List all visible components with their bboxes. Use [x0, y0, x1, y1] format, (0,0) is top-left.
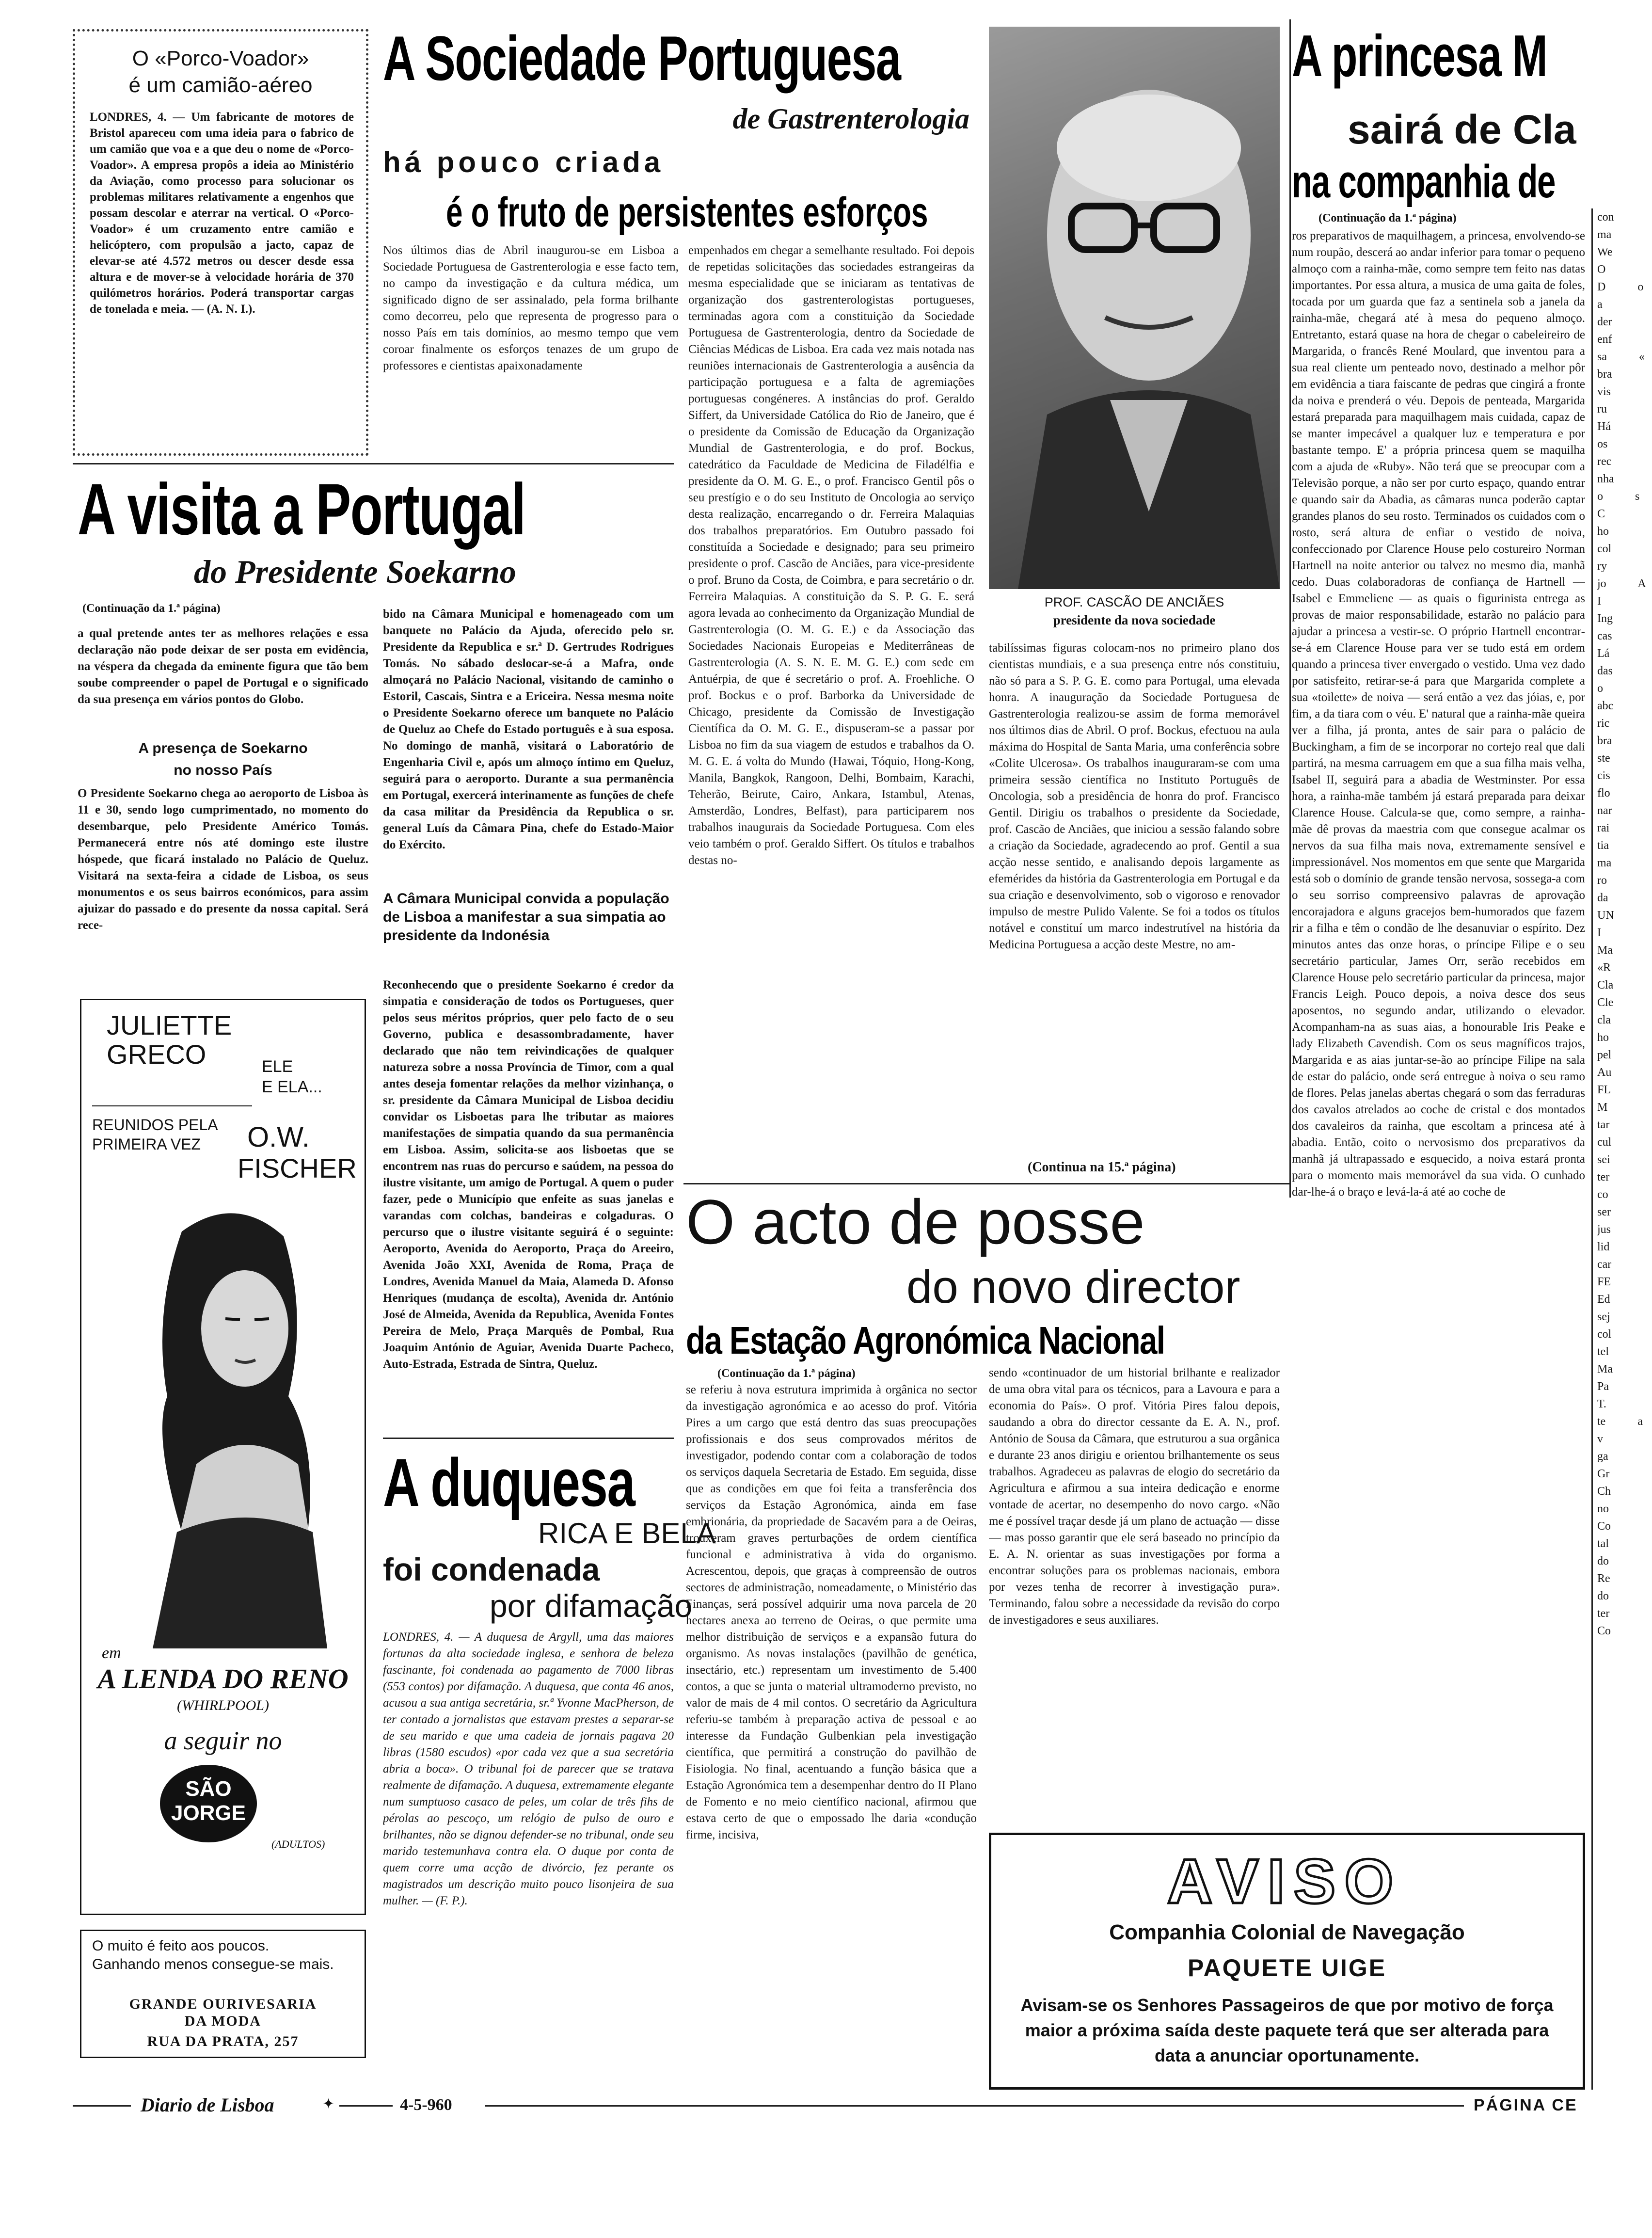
duquesa-title: A duquesa	[383, 1444, 635, 1520]
acto-title-1: O acto de posse	[686, 1186, 1145, 1257]
princesa-title-3: na companhia de	[1292, 156, 1556, 208]
princesa-body: ros preparativos de maquilhagem, a princesa, envolvendo-se num roupão, descerá ao andar inferior para tomar o pequeno almoço com a rainha-mãe, como sempre tem feito nas datas importantes. Por essa altura, a musica de uma gaita de foles, tocada por um guarda que faz a sentinela sob a janela da rainha-mãe, chegará até à mesa do pequeno almoço. Entretanto, estará quase na hora de chegar o cabeleireiro de Margarida, o francês René Moulard, que inventou para a sua real cliente um penteado novo, destinado a melhor pôr em evidência a tiara faiscante de pedras que cingirá a fronte da noiva e prenderá o véu. Depois de penteada, Margarida estará preparada para maquilhagem mais cuidada, capaz de se manter impecável a qualquer luz e temperatura e por bastante tempo. E' a própria princesa quem se maquilha com a ajuda de «Ruby». Não terá que se preocupar com a Televisão porque, a não ser por curto espaço, quando entrar e quando sair da Abadia, as câmaras nunca poderão captar grandes planos do seu rosto. Terminados os cuidados com o rosto, será altura de enfiar o vestido de noiva, confeccionado por Clarence House pelo costureiro Norman Hartnell na noite anterior ou talvez no mesmo dia, manhã cedo. Duas colaboradoras de confiança de Hartnell — Isabel e Emmeliene — as quais o figurinista entrega as provas de maior responsabilidade, estarão no palácio para ajudar a princesa a vestir-se. O próprio Hartnell encontrar-se-á em Clarence House para ver se tudo está em ordem quando a princesa tiver envergado o vestido. Uma vez dado por satisfeito, retirar-se-á para que Margarida complete a sua «toilette» de noiva — será então a vez das jóias, e, por fim, a da tiara com o véu. E' natural que a rainha-mãe queira ver a filha, já pronta, antes de sair para o palácio de Buckingham, a fim de se incorporar no cortejo real que dali partirá, na mesma carruagem em que a sua filha mais velha, Isabel II, seguirá para a abadia de Westminster. Por essa hora, a rainha-mãe também já estará preparada para deixar Clarence House. Calcula-se que, como sempre, a rainha-mãe dê provas da maestria com que consegue acalmar os nervos da sua filha mais nova, extremamente sensível e impressionável. Nos momentos em que sente que Margarida está sob o domínio de grande tensão nervosa, sossega-a com o seu sorriso compreensivo palavras de aprovação encorajadora e alguns gracejos bem-humorados que fazem rir a filha e têm o condão de lhe desanuviar o espírito. Dez minutos antes das onze horas, o príncipe Filipe e o seu secretário particular, James Orr, serão recebidos em Clarence House pelo secretário particular da princesa, major Francis Leigh. Pouco depois, a noiva desce dos seus aposentos, no segundo andar, utilizando o elevador. Acompanham-na as suas aias, a honourable Iris Peake e lady Elizabeth Cavendish. Com os seus magníficos trajos, Margarida e as aias juntar-se-ão ao príncipe Filipe na sala de estar do palácio, onde será entregue à noiva o seu ramo de flores. Pelas janelas abertas chegará o som das ferraduras dos cavalos atrelados ao coche de cristal e dos montados dos cavaleiros da rainha, que escoltam a princesa até à abadia. Então, coito o nervosismo dos preparativos da manhã já ultrapassado e esquecido, a noiva estará pronta para o momento mais memorável da sua vida. O cunhado dar-lhe-á o braço e levá-la-á até ao coche de	[1292, 229, 1585, 1199]
sociedade-sub-3: é o fruto de persistentes esforços	[446, 189, 928, 236]
duquesa-sub-3: por difamação	[490, 1588, 693, 1624]
footer-paper: Diario de Lisboa	[141, 2094, 274, 2116]
aviso-company: Companhia Colonial de Navegação	[1109, 1920, 1465, 1944]
portrait-photo	[989, 27, 1280, 589]
ad-reunidos: REUNIDOS PELA PRIMEIRA VEZ	[92, 1116, 217, 1153]
acto-cont: (Continuação da 1.ª página)	[717, 1367, 856, 1380]
visita-cont: (Continuação da 1.ª página)	[82, 602, 221, 615]
sociedade-sub-2: há pouco criada	[383, 146, 665, 178]
aviso-title: AVISO	[1167, 1846, 1402, 1917]
sociedade-col-3: tabilíssimas figuras colocam-nos no primeiro plano dos cientistas mundiais, e a sua presença entre nós constituiu, não só para a S. P. G. E. como para Portugal, uma elevada honra. A inauguração da Sociedade Portuguesa de Gastrenterologia realizou-se assim de forma memorável nos últimos dias de Abril. O prof. Bockus, efectuou na aula máxima do Hospital de Santa Maria, uma conferência sobre «Colite Ulcerosa». Os trabalhos inauguraram-se com uma primeira sessão científica no Instituto Português de Oncologia, sob a presidência de honra do prof. Francisco Gentil. Dirigiu os trabalhos o presidente da Sociedade, prof. Cascão de Anciães, que iniciou a sessão falando sobre a criação da Sociedade, agradecendo ao prof. Gentil a sua acção nesse sentido, e analisando depois largamente as efemérides da história da Gastrenterologia em Portugal e da sua criação e desenvolvimento, sob o vigoroso e renovador impulso de mestre Pulido Valente. Se foi a todos os títulos notável e constituí um marco indestrutível na história da Medicina Portuguesa a acção deste Mestre, no am-	[989, 641, 1280, 951]
visita-col-2b: Reconhecendo que o presidente Soekarno é credor da simpatia e consideração de todos os Portugueses, quer pelos seus méritos próprios, quer pelo facto de o seu Governo, publica e desassombradamente, haver declarado que não tem reivindicações de qualquer natureza sobre a nossa Província de Timor, com a qual antes deseja fomentar relações da melhor vizinhança, o sr. presidente da Câmara Municipal de Lisboa decidiu convidar os Lisboetas para lhe tributar as maiores manifestações de simpatia quando da sua permanência em Lisboa. Assim, solicita-se aos lisboetas que se encontrem nas ruas do percurso e saúdem, na pessoa do ilustre visitante, um amigo de Portugal. A quem o puder fazer, pede o Município que enfeite as suas janelas e varandas com colchas, bandeiras e colgaduras. O percurso que o ilustre visitante seguirá é o seguinte: Aeroporto, Avenida do Aeroporto, Praça do Areeiro, Avenida João XXI, Avenida de Roma, Praça de Londres, Avenida Manuel da Maia, Alameda D. Afonso Henriques (mudança de escolta), Avenida dr. António José de Almeida, Avenida da Republica, Avenida Fontes Pereira de Melo, Praça Marquês de Pombal, Rua Joaquim António de Aguiar, Avenida Duarte Pacheco, Auto-Estrada, Estrada de Sintra, Queluz.	[383, 978, 674, 1371]
ad-our-name2: DA MODA	[184, 2013, 262, 2029]
porco-title-1: O «Porco-Voador»	[132, 47, 309, 70]
ad-adultos: (ADULTOS)	[271, 1838, 325, 1850]
ad-film: A LENDA DO RENO	[97, 1663, 349, 1694]
footer-date: 4-5-960	[400, 2096, 452, 2114]
visita-head-1b: no nosso País	[174, 762, 272, 778]
porco-body: LONDRES, 4. — Um fabricante de motores de Bristol apareceu com uma ideia para o fabrico de um camião que voa e a que deu o nome de «Porco-Voador». A empresa propôs a ideia ao Ministério da Aviação, como processo para solucionar os problemas militares relativamente a engenhos que possam descolar e aterrar na vertical. O «Porco-Voador» é um cruzamento entre camião e helicóptero, com propulsão a jacto, capaz de elevar-se até 4.572 metros ou descer desde essa altura e de mover-se à velocidade horária de 370 quilómetros horários. Poderá transportar cargas de tonelada e meia. — (A. N. I.).	[90, 111, 354, 316]
sociedade-continua: (Continua na 15.ª página)	[1028, 1160, 1176, 1175]
ad-cinema-2: JORGE	[171, 1801, 246, 1825]
ad-em: em	[102, 1644, 121, 1662]
ad-ele: ELE	[262, 1057, 293, 1076]
ad-our-addr: RUA DA PRATA, 257	[147, 2033, 299, 2049]
ad-our-line2: Ganhando menos consegue-se mais.	[92, 1956, 334, 1972]
visita-head-2: A Câmara Municipal convida a população de Lisboa a manifestar a sua simpatia ao presidente da Indonésia	[383, 891, 669, 943]
column-rule-princesa	[1289, 19, 1291, 1198]
footer-rule-left	[73, 2105, 131, 2107]
ad-fischer: FISCHER	[238, 1153, 357, 1183]
portrait-illustration	[989, 27, 1280, 589]
sociedade-sub-1: de Gastrenterologia	[732, 103, 969, 135]
princesa-title-1: A princesa M	[1292, 23, 1547, 89]
ad-divider	[92, 1105, 252, 1106]
duquesa-sub-1: RICA E BELA	[538, 1517, 716, 1550]
column-rule-edge	[1591, 208, 1593, 2090]
visita-col-2a: bido na Câmara Municipal e homenageado com um banquete no Palácio da Ajuda, oferecido pelo sr. Presidente da Republica e sr.ª D. Gertrudes Rodrigues Tomás. No sábado deslocar-se-á a Mafra, onde almoçará no Palácio Nacional, visitando de caminho o Estoril, Cascais, Sintra e a Ericeira. Nessa mesma noite o Presidente Soekarno oferece um banquete no Palácio de Queluz ao Chefe do Estado português e à sua esposa. No domingo de manhã, visitará o Laboratório de Engenharia Civil e, após um almoço íntimo em Queluz, seguirá para o aeroporto. Durante a sua permanência em Portugal, exercerá interinamente as funções de chefe da casa militar da Presidência da Republica o sr. general Luís da Câmara Pina, chefe do Estado-Maior do Exército.	[383, 607, 674, 851]
visita-title: A visita a Portugal	[78, 468, 525, 550]
rule-duquesa-top	[383, 1438, 674, 1439]
footer-rule-mid2	[485, 2105, 1464, 2107]
acto-title-3: da Estação Agronómica Nacional	[686, 1319, 1165, 1362]
ad-name-1: JULIETTE	[107, 1010, 232, 1040]
sociedade-title: A Sociedade Portuguesa	[383, 23, 901, 94]
porco-title-2: é um camião-aéreo	[128, 73, 313, 97]
ad-our-line1: O muito é feito aos poucos.	[92, 1938, 270, 1954]
aviso-body: Avisam-se os Senhores Passageiros de que por motivo de força maior a próxima saída deste paquete terá que ser alterada para data a anunciar oportunamente.	[1020, 1995, 1554, 2065]
princesa-title-2: sairá de Cla	[1348, 107, 1576, 152]
princesa-cont: (Continuação da 1.ª página)	[1318, 212, 1457, 224]
ad-ow: O.W.	[247, 1121, 310, 1153]
rule-acto-top	[683, 1183, 1289, 1184]
sociedade-col-2: empenhados em chegar a semelhante resultado. Foi depois de repetidas solicitações das sociedades estrangeiras da mesma especialidade que se iniciaram as tentativas de organização dos gastrenterologistas portugueses, terminadas agora com a constituição da Sociedade Portuguesa de Gastrenterologia, dentro da Sociedade de Ciências Médicas de Lisboa. Era cada vez mais notada nas reuniões internacionais de Gastrenterologia a ausência da participação portuguesa e a falta de agremiações portuguesas congéneres. A instâncias do prof. Geraldo Siffert, da Universidade Católica do Rio de Janeiro, que é o presidente da Comissão de Educação da Organização Mundial de Gastrenterologia, e do prof. Bockus, catedrático da Faculdade de Medicina de Filadélfia e presidente da O. M. G. E., o prof. Francisco Gentil pôs o seu prestígio e o do seu Instituto de Oncologia ao serviço desta realização, encarregando o dr. Ferreira Malaquias dos trabalhos preparatórios. Em Outubro passado foi constituída a Sociedade e designado; para seu primeiro presidente o prof. Cascão de Anciães, para vice-presidente o prof. Bruno da Costa, de Coimbra, e para secretário o dr. Ferreira Malaquias. A constituição da S. P. G. E. será agora levada ao conhecimento da Organização Mundial de Gastrenterologia (O. M. G. E.) e da Associação das Sociedades Nacionais Europeias e Mediterrâneas de Gastrenterologia (A. S. N. E. M. G. E.) com sede em Antuérpia, de que é secretário o prof. A. Froehliche. O prof. Bockus e o prof. Barborka da Universidade de Chicago, presidente da Comissão de Investigação Científica da O. M. G. E., dispuseram-se a passar por Lisboa no fim da sua viagem de estudos e trabalhos da O. M. G. E. á volta do Mundo (Hawai, Tóquio, Hong-Kong, Manila, Bangkok, Rangoon, Delhi, Bombaim, Karachi, Teherão, Beirute, Cairo, Ankara, Istambul, Atenas, Amsterdão, Londres, Belfast), para participarem nos trabalhos inaugurais da Sociedade Portuguesa. Com eles veio também o prof. Geraldo Siffert. Os títulos e trabalhos destas no-	[688, 244, 974, 867]
duquesa-body: LONDRES, 4. — A duquesa de Argyll, uma das maiores fortunas da alta sociedade inglesa, e senhora de beleza fascinante, foi condenada ao pagamento de 7000 libras (553 contos) por difamação. A duquesa, que conta 46 anos, acusou a sua antiga secretária, sr.ª Yvonne MacPherson, de ter contado a jornalistas que estavam prestes a separar-se de seu marido e que uma cadeia de jornais pagava 20 libras (1580 escudos) «por cada vez que a sua secretária abria a boca». O tribunal foi de parecer que se tratava realmente de difamação. A duquesa, extremamente elegante num sumptuoso casaco de peles, um colar de três fihs de pérolas ao pescoço, um relógio de pulso de ouro e brilhantes, não se dignou defender-se no tribunal, onde seu marido testemunhava contra ela. O duque por conta de quem corre uma acção de divórcio, fez perante os magistrados um descrição muito pouco lisonjeira de sua mulher. — (F. P.).	[383, 1631, 674, 1907]
portrait-caption-1: PROF. CASCÃO DE ANCIÃES	[1044, 595, 1224, 609]
ad-whirl: (WHIRLPOOL)	[177, 1697, 269, 1713]
ad-seguir: a seguir no	[164, 1726, 282, 1755]
visita-col-1b: O Presidente Soekarno chega ao aeroporto de Lisboa às 11 e 30, sendo logo cumprimentado, no momento do desembarque, pelo Presidente Américo Tomás. Permanecerá entre nós até domingo este ilustre hóspede, que ficará instalado no Palácio de Queluz. Visitará na sexta-feira a cidade de Lisboa, os seus monumentos e os seus bairros económicos, para assim ajuizar do passado e do presente da nossa capital. Será rece-	[78, 787, 368, 932]
aviso-ship: PAQUETE UIGE	[1187, 1954, 1387, 1982]
footer-page: PÁGINA CE	[1474, 2096, 1578, 2114]
rule-visita-top	[73, 463, 674, 464]
aviso-title-bg	[1100, 1847, 1469, 1915]
acto-col-2: sendo «continuador de um historial brilhante e realizador de uma obra vital para os técnicos, para a Lavoura e para a economia do País». O prof. Vitória Pires falou depois, saudando a obra do director cessante da E. A. N., prof. António de Sousa da Câmara, que estruturou a sua orgânica e durante 23 anos dirigiu e orientou brilhantemente os seus trabalhos. Agradeceu as palavras de elogio do secretário da Agricultura e afirmou a sua inteira dedicação e enorme vontade de acertar, no desempenho do novo cargo. «Não me é possível traçar desde já um plano de actuação — disse — mas posso garantir que ele será baseado no princípio da E. A. N. orientar as suas investigações por forma a encontrar soluções para os problemas nacionais, embora por vezes tenha de recorrer à investigação pura». Terminando, falou sobre a necessidade da revisão do corpo de investigadores e seus auxiliares.	[989, 1366, 1280, 1627]
ad-our-name1: GRANDE OURIVESARIA	[129, 1996, 317, 2012]
ad-ela: E ELA...	[262, 1078, 322, 1096]
visita-sub: do Presidente Soekarno	[194, 553, 516, 590]
actress-illustration	[124, 1193, 347, 1648]
duquesa-sub-2: foi condenada	[383, 1551, 600, 1587]
acto-title-2: do novo director	[906, 1261, 1240, 1313]
acto-col-1: se referiu à nova estrutura imprimida à orgânica no sector da investigação agronómica e ao acesso do prof. Vitória Pires a um cargo que está dentro das suas preocupações profissionais e dos seus comprovados méritos de investigador, podendo contar com a colaboração de todos os serviços daquela Secretaria de Estado. Em seguida, disse que as condições em que foi feita a transferência dos serviços da Estação Agronómica, ainda em fase embrionária, da propriedade de Sacavém para a de Oeiras, trouxeram graves perturbações de ordem científica funcional e administrativa à vida do organismo. Acrescentou, depois, que graças à compreensão de outros sectores de administração, nomeadamente, o Ministério das Finanças, será possível adquirir uma nova parcela de 20 hectares anexa ao terreno de Oeiras, o que permite uma melhor distribuição de serviços e a expansão futura do organismo. As novas instalações (pavilhão de genética, insectário, etc.) representam um investimento de 5.400 contos, a que se junta o material ultramoderno previsto, no valor de mais de 4 mil contos. O secretário da Agricultura referiu-se também à preparação activa de pessoal e ao interesse da Fundação Gulbenkian pela investigação científica, que permitirá a construção do pavilhão de Fisiologia. No final, acentuando a função básica que a Estação Agronómica tem a desempenhar dentro do II Plano de Fomento e no meio científico nacional, afirmou que estava certo de que o empossado lhe daria «condução firme, incisiva,	[686, 1383, 977, 1841]
next-column-edge: con ma We O D o a der enf sa « bra vis ru Há os rec nha o s C ho col ry jo A I Ing cas Lá das o abc ric bra ste cis flo nar rai tia ma ro da UN I Ma «R Cla Cle cla ho pel Au FL M tar cul sei ter co ser jus lid car FE Ed sej col tel Ma Pa T. te a v ga Gr Ch no Co tal do Re do ter Co	[1597, 211, 1646, 1637]
portrait-caption-2: presidente da nova sociedade	[1053, 613, 1216, 627]
footer-rule-mid1	[339, 2105, 393, 2107]
footer-star: ✦	[322, 2096, 335, 2112]
visita-col-1a: a qual pretende antes ter as melhores relações e essa declaração não pode deixar de ser posta em evidência, na véspera da chegada da eminente figura que tão bem soube compreender o papel de Portugal e o significado da sua presença em vários pontos do Globo.	[78, 627, 368, 706]
ad-cinema-1: SÃO	[185, 1777, 232, 1801]
ad-name-2: GRECO	[107, 1039, 206, 1070]
sociedade-col-1: Nos últimos dias de Abril inaugurou-se em Lisboa a Sociedade Portuguesa de Gastrenterologia e esse facto tem, no campo da investigação e da cultura médica, um significado digno de ser assinalado, pela forma brilhante como decorreu, pelo que representa de progresso para o nosso País em tais domínios, ao mesmo tempo que vem coroar finalmente os esforços tenazes de um grupo de professores e cientistas apaixonadamente	[383, 244, 679, 372]
visita-head-1a: A presença de Soekarno	[138, 740, 308, 756]
